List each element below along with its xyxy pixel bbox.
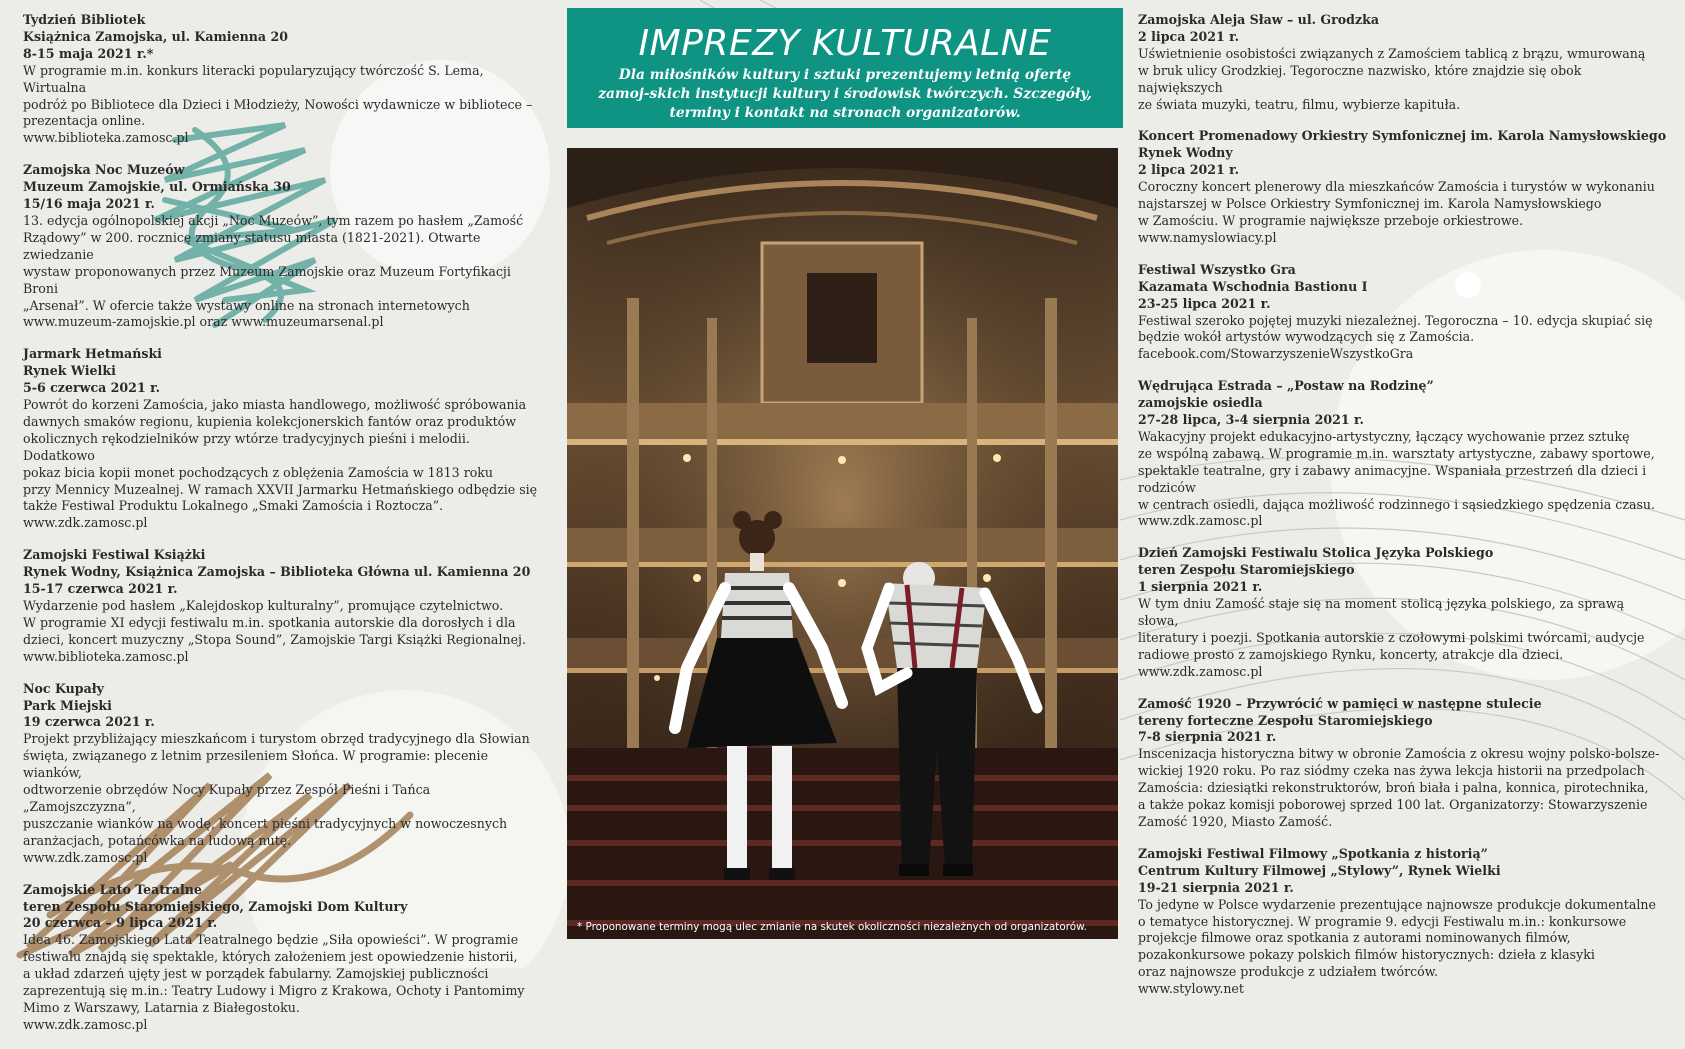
left-event: [23, 346, 543, 532]
photo-disclaimer: * Proponowane terminy mogą ulec zmianie na skutek okoliczności niezależnych od organizatorów.: [577, 921, 1087, 933]
left-event: [23, 12, 543, 147]
event-description: Wakacyjny projekt edukacyjno-artystyczny, łączący wychowanie przez sztukę ze wspólną zabawą. W programie m.in. warsztaty artystyczne, zabawy sportowe, spektakle teatralne, gry i zabawy animacyjne. Wspaniała przestrzeń dla dzieci i rodziców w centrach osiedli, dająca możliwość rodzinnego i sąsiedzkiego spędzenia czasu. www.zdk.zamosc.pl: [1138, 428, 1656, 529]
right-event: [1138, 128, 1668, 246]
title-banner: [567, 8, 1123, 128]
right-event: [1138, 262, 1668, 363]
left-event: [23, 882, 543, 1034]
event-title: Koncert Promenadowy Orkiestry Symfonicznej im. Karola Namysłowskiego Rynek Wodny 2 lipca 2021 r.: [1138, 128, 1667, 178]
event-description: Inscenizacja historyczna bitwy w obronie Zamościa z okresu wojny polsko-bolsze- wickiej 1920 roku. Po raz siódmy czeka nas żywa lekcja historii na przedpolach Zamościa: dziesiątki rekonstruktorów, broń biała i palna, konnica, pirotechnika, a także pokaz komisji poborowej sprzed 100 lat. Organizatorzy: Stowarzyszenie Zamość 1920, Miasto Zamość.: [1138, 746, 1660, 829]
event-title: Noc Kupały Park Miejski 19 czerwca 2021 r.: [23, 680, 155, 730]
right-column: [1138, 12, 1668, 1013]
event-description: Festiwal szeroko pojętej muzyki niezależnej. Tegoroczna – 10. edycja skupiać się będzie wokół artystów wywodzących się z Zamościa. facebook.com/StowarzyszenieWszystkoGra: [1138, 312, 1653, 362]
event-title: Jarmark Hetmański Rynek Wielki 5-6 czerwca 2021 r.: [23, 346, 162, 396]
right-event: [1138, 696, 1668, 831]
banner-subtitle: Dla miłośników kultury i sztuki prezentujemy letnią ofertę zamoj-skich instytucji kultury i środowisk twórczych. Szczegóły, terminy i kontakt na stronach organizatorów.: [598, 67, 1092, 121]
event-title: Tydzień Bibliotek Książnica Zamojska, ul. Kamienna 20 8-15 maja 2021 r.*: [23, 12, 288, 61]
event-description: 13. edycja ogólnopolskiej akcji „Noc Muzeów”, tym razem po hasłem „Zamość Rządowy” w 200. rocznicę zmiany statusu miasta (1821-2021). Otwarte zwiedzanie wystaw proponowanych przez Muzeum Zamojskie oraz Muzeum Fortyfikacji Broni „Arsenał”. W ofercie także wystawy online na stronach internetowych www.muzeum-zamojskie.pl oraz www.muzeumarsenal.pl: [23, 212, 524, 330]
event-title: Dzień Zamojski Festiwalu Stolica Języka Polskiego teren Zespołu Staromiejskiego 1 sierpnia 2021 r.: [1138, 545, 1494, 595]
right-event: [1138, 846, 1668, 998]
event-title: Zamość 1920 – Przywrócić w pamięci w następne stulecie tereny forteczne Zespołu Staromiejskiego 7-8 sierpnia 2021 r.: [1138, 695, 1542, 745]
event-title: Zamojska Aleja Sław – ul. Grodzka 2 lipca 2021 r.: [1138, 12, 1380, 44]
left-event: [23, 162, 543, 331]
left-event: [23, 681, 543, 867]
event-title: Zamojski Festiwal Książki Rynek Wodny, Książnica Zamojska – Biblioteka Główna ul. Kamienna 20 15-17 czerwca 2021 r.: [23, 547, 531, 597]
event-description: Idea 46. Zamojskiego Lata Teatralnego będzie „Siła opowieści”. W programie festiwalu znajdą się spektakle, których założeniem jest opowiedzenie historii, a układ zdarzeń ujęty jest w porządek fabularny. Zamojskiej publiczności zaprezentują się m.in.: Teatry Ludowy i Migro z Krakowa, Ochoty i Pantomimy Mimo z Warszawy, Latarnia z Białegostoku. www.zdk.zamosc.pl: [23, 932, 525, 1032]
event-description: To jedyne w Polsce wydarzenie prezentujące najnowsze produkcje dokumentalne o tematyce historycznej. W programie 9. edycji Festiwalu m.in.: konkursowe projekcje filmowe oraz spotkania z autorami nominowanych filmów, pozakonkursowe pokazy polskich filmów historycznych: dzieła z klasyki oraz najnowsze produkcje z udziałem twórców. www.stylowy.net: [1138, 896, 1656, 997]
left-event: [23, 547, 543, 665]
event-description: Projekt przybliżający mieszkańcom i turystom obrzęd tradycyjnego dla Słowian święta, związanego z letnim przesileniem Słońca. W programie: plecenie wianków, odtworzenie obrzędów Nocy Kupały przez Zespół Pieśni i Tańca „Zamojszczyzna”, puszczanie wianków na wodę, koncert pieśni tradycyjnych w nowoczesnych aranżacjach, potańcówka na ludową nutę. www.zdk.zamosc.pl: [23, 731, 530, 865]
event-title: Zamojska Noc Muzeów Muzeum Zamojskie, ul. Ormiańska 30 15/16 maja 2021 r.: [23, 162, 291, 212]
event-title: Zamojski Festiwal Filmowy „Spotkania z historią” Centrum Kultury Filmowej „Stylowy”, Rynek Wielki 19-21 sierpnia 2021 r.: [1138, 845, 1501, 895]
right-event: [1138, 12, 1668, 113]
event-description: Coroczny koncert plenerowy dla mieszkańców Zamościa i turystów w wykonaniu najstarszej w Polsce Orkiestry Symfonicznej im. Karola Namysłowskiego w Zamościu. W programie największe przeboje orkiestrowe. www.namyslowiacy.pl: [1138, 179, 1655, 245]
event-description: Uświetnienie osobistości związanych z Zamościem tablicą z brązu, wmurowaną w bruk ulicy Grodzkiej. Tegoroczne nazwisko, które znajdzie się obok największych ze świata muzyki, teatru, filmu, wybierze kapituła.: [1138, 45, 1646, 112]
event-title: Festiwal Wszystko Gra Kazamata Wschodnia Bastionu I 23-25 lipca 2021 r.: [1138, 261, 1368, 311]
event-description: W programie m.in. konkurs literacki popularyzujący twórczość S. Lema, Wirtualna podróż po Bibliotece dla Dzieci i Młodzieży, Nowości wydawnicze w bibliotece – prezentacja online. www.biblioteka.zamosc.pl: [23, 62, 533, 146]
left-column: [23, 12, 543, 1049]
right-event: [1138, 545, 1668, 680]
right-event: [1138, 378, 1668, 530]
theatre-photo: [567, 148, 1118, 939]
event-description: W tym dniu Zamość staje się na moment stolicą języka polskiego, za sprawą słowa, literatury i poezji. Spotkania autorskie z czołowymi polskimi twórcami, audycje radiowe prosto z zamojskiego Rynku, koncerty, atrakcje dla dzieci. www.zdk.zamosc.pl: [1138, 596, 1645, 679]
banner-title: IMPREZY KULTURALNE: [638, 23, 1052, 64]
event-description: Wydarzenie pod hasłem „Kalejdoskop kulturalny”, promujące czytelnictwo. W programie XI edycji festiwalu m.in. spotkania autorskie dla dorosłych i dla dzieci, koncert muzyczny „Stopa Sound”, Zamojskie Targi Książki Regionalnej. www.biblioteka.zamosc.pl: [23, 598, 526, 664]
theatre-illustration: [567, 148, 1118, 939]
event-description: Powrót do korzeni Zamościa, jako miasta handlowego, możliwość spróbowania dawnych smaków regionu, kupienia kolekcjonerskich fantów oraz produktów okolicznych rękodzielników przy wtórze tradycyjnych pieśni i melodii. Dodatkowo pokaz bicia kopii monet pochodzących z oblężenia Zamościa w 1813 roku przy Mennicy Muzealnej. W ramach XXVII Jarmarku Hetmańskiego odbędzie się także Festiwal Produktu Lokalnego „Smaki Zamościa i Roztocza”. www.zdk.zamosc.pl: [23, 397, 538, 531]
event-title: Zamojskie Lato Teatralne teren Zespołu Staromiejskiego, Zamojski Dom Kultury 20 czerwca – 9 lipca 2021 r.: [23, 881, 408, 931]
event-title: Wędrująca Estrada – „Postaw na Rodzinę” zamojskie osiedla 27-28 lipca, 3-4 sierpnia 2021 r.: [1138, 378, 1434, 428]
